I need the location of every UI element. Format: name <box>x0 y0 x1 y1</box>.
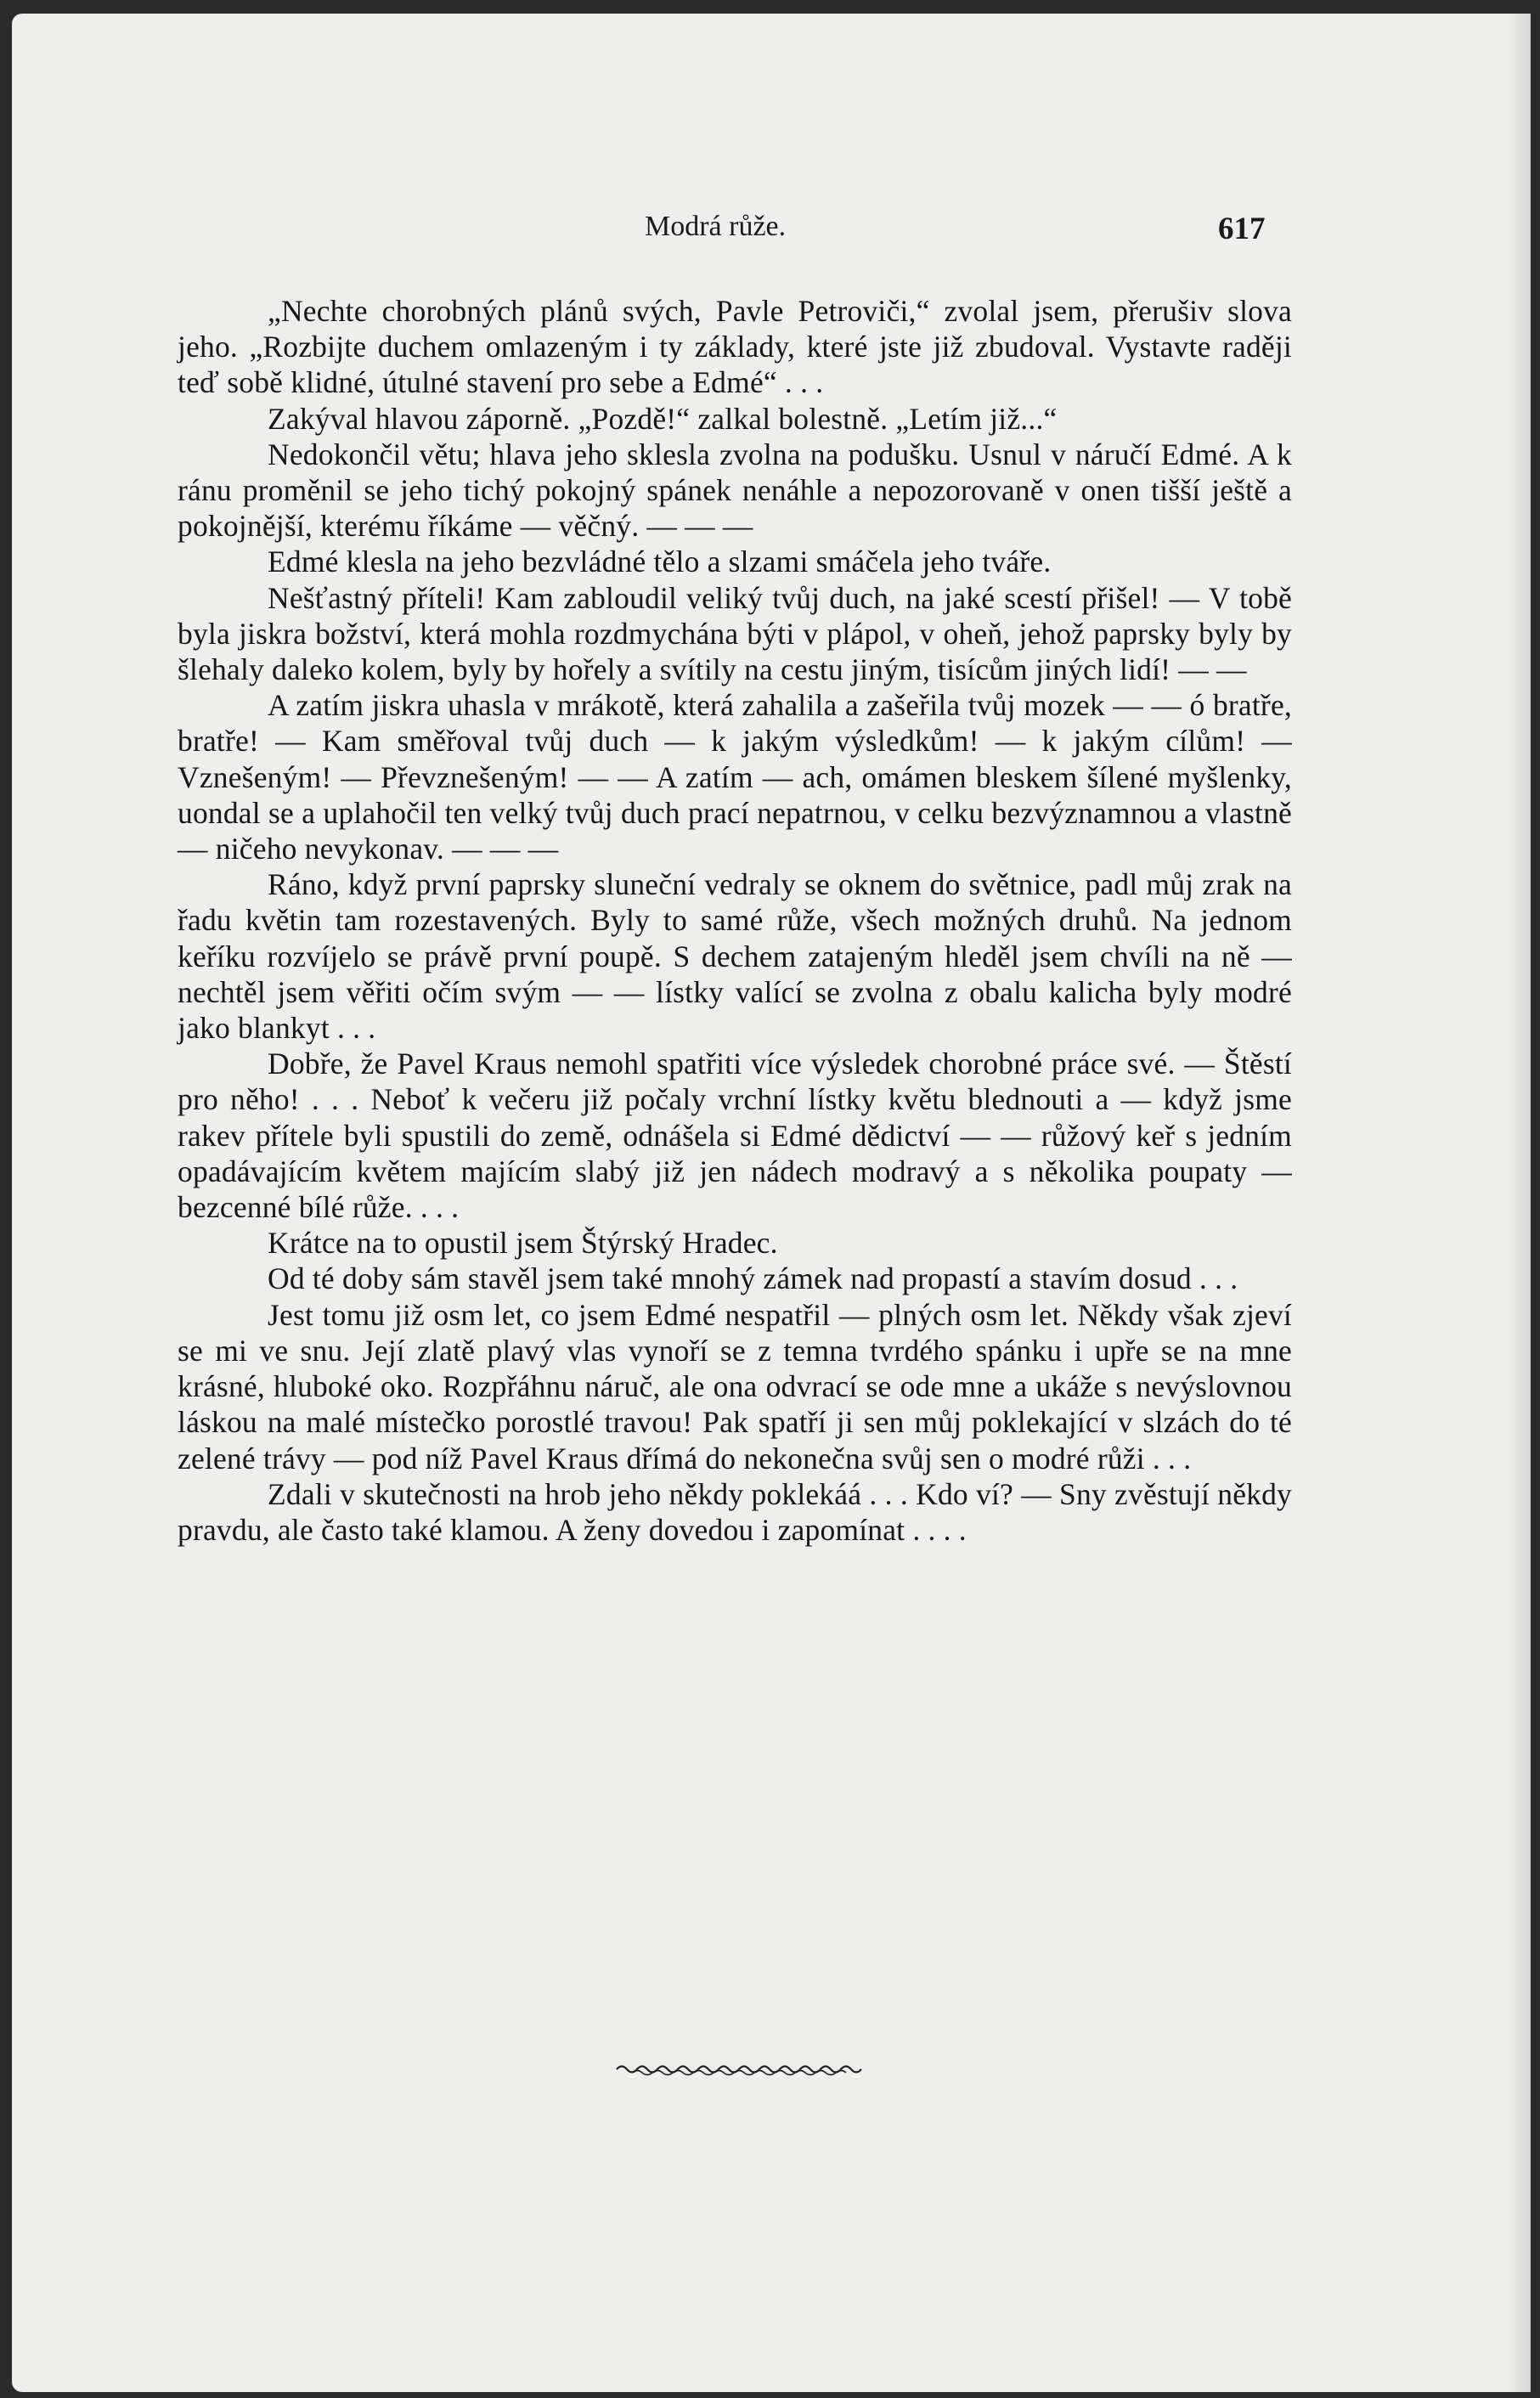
paragraph-1: „Nechte chorobných plánů svých, Pavle Petroviči,“ zvolal jsem, přerušiv slova jeho. „Rozbijte duchem omlazeným i ty základy, které jste již zbudoval. Vystavte raději teď sobě klidné, útulné stavení pro sebe a Edmé“ . . . <box>178 294 1292 400</box>
running-head <box>12 211 1531 253</box>
paragraph-11: Jest tomu již osm let, co jsem Edmé nespatřil — plných osm let. Někdy však zjeví se mi ve snu. Její zlatě plavý vlas vynoří se z temna tvrdého spánku i upře se na mne krásné, hluboké oko. Rozpřáhnu náruč, ale ona odvrací se ode mne a ukáže s nevýslovnou láskou na malé místečko porostlé travou! Pak spatří ji sen můj poklekající v slzách do té zelené trávy — pod níž Pavel Kraus dřímá do nekonečna svůj sen o modré růži . . . <box>178 1297 1292 1475</box>
paragraph-10: Od té doby sám stavěl jsem také mnohý zámek nad propastí a stavím dosud . . . <box>268 1261 1238 1296</box>
paragraph-3: Nedokončil větu; hlava jeho sklesla zvolna na podušku. Usnul v náručí Edmé. A k ránu proměnil se jeho tichý pokojný spánek nenáhle a nepozorovaně v onen tišší ještě a pokojnější, kterému říkáme — věčný. — — — <box>178 437 1292 544</box>
paragraph-6: A zatím jiskra uhasla v mrákotě, která zahalila a zašeřila tvůj mozek — — ó bratře, bratře! — Kam směřoval tvůj duch — k jakým výsledkům! — k jakým cílům! — Vznešeným! — Převznešeným! — — A zatím — ach, omámen bleskem šílené myšlenky, uondal se a uplahočil ten velký tvůj duch prací nepatrnou, v celku bezvýznamnou a vlastně — ničeho nevykonav. — — — <box>178 688 1292 866</box>
paragraph-7: Ráno, když první paprsky sluneční vedraly se oknem do světnice, padl můj zrak na řadu květin tam rozestavených. Byly to samé růže, všech možných druhů. Na jednom keříku rozvíjelo se právě první poupě. S dechem zatajeným hleděl jsem chvíli na ně — nechtěl jsem věřiti očím svým — — lístky valící se zvolna z obalu kalicha byly modré jako blankyt . . . <box>178 867 1292 1046</box>
book-page <box>12 14 1531 2392</box>
paragraph-8: Dobře, že Pavel Kraus nemohl spatřiti více výsledek chorobné práce své. — Štěstí pro něho! . . . Neboť k večeru již počaly vrchní lístky květu blednouti a — když jsme rakev přítele byli spustili do země, odnášela si Edmé dědictví — — růžový keř s jedním opadávajícím květem majícím slabý již jen nádech modravý a s několika poupaty — bezcenné bílé růže. . . . <box>178 1047 1292 1225</box>
paragraph-12: Zdali v skutečnosti na hrob jeho někdy poklekáá . . . Kdo ví? — Sny zvěstují někdy pravdu, ale často také klamou. A ženy dovedou i zapomínat . . . . <box>178 1476 1292 1547</box>
paragraph-5: Nešťastný příteli! Kam zabloudil veliký tvůj duch, na jaké scestí přišel! — V tobě byla jiskra božství, která mohla rozdmychána býti v plápol, v oheň, jehož paprsky byly by šlehaly daleko kolem, byly by hořely a svítily na cestu jiným, tisícům jiných lidí! — — <box>178 580 1292 687</box>
end-ornament <box>615 2061 870 2078</box>
page-number: 617 <box>1218 212 1266 246</box>
running-title: Modrá růže. <box>645 211 787 242</box>
paragraph-4: Edmé klesla na jeho bezvládné tělo a slzami smáčela jeho tváře. <box>268 544 1052 579</box>
paragraph-9: Krátce na to opustil jsem Štýrský Hradec. <box>268 1226 778 1261</box>
paragraph-2: Zakýval hlavou záporně. „Pozdě!“ zalkal bolestně. „Letím již...“ <box>268 401 1058 436</box>
text-block <box>178 293 1292 1548</box>
